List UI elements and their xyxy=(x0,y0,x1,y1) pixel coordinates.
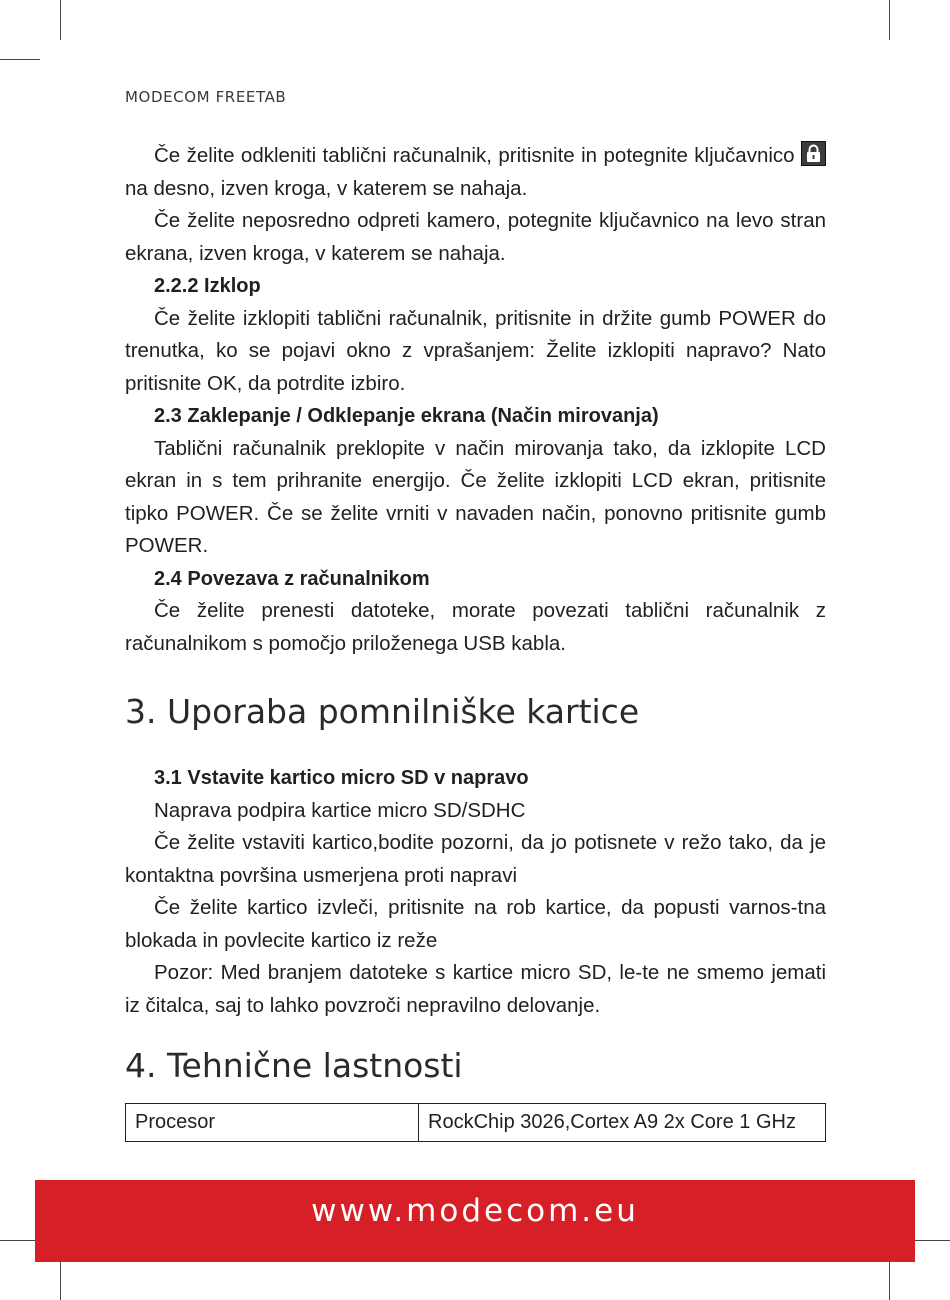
footer-url: www.modecom.eu xyxy=(311,1193,639,1229)
heading-section-3: 3. Uporaba pomnilniške kartice xyxy=(125,692,640,731)
crop-mark-top-right xyxy=(889,0,890,40)
header-brand: MODECOM FREETAB xyxy=(125,88,287,106)
paragraph-camera: Če želite neposredno odpreti kamero, potegnite ključavnico na levo stran ekrana, izven kroga, v katerem se nahaja. xyxy=(125,209,826,265)
paragraph-text: Če želite odkleniti tablični računalnik, pritisnite in potegnite ključavnico xyxy=(154,144,801,167)
crop-mark-bottom-right xyxy=(889,1262,890,1300)
paragraph-unlock xyxy=(125,140,826,205)
crop-mark-left-top xyxy=(0,59,40,60)
crop-mark-bottom-left xyxy=(60,1262,61,1300)
heading-2-2-2: 2.2.2 Izklop xyxy=(154,275,261,297)
paragraph-sd-insert: Če želite vstaviti kartico,bodite pozorni, da jo potisnete v režo tako, da je kontaktna površina usmerjena proti napravi xyxy=(125,831,826,887)
paragraph-sd-warning: Pozor: Med branjem datoteke s kartice micro SD, le-te ne smemo jemati iz čitalca, saj to lahko povzroči nepravilno delovanje. xyxy=(125,961,826,1017)
paragraph-text: na desno, izven kroga, v katerem se nahaja. xyxy=(125,176,528,200)
paragraph-sleep-mode: Tablični računalnik preklopite v način mirovanja tako, da izklopite LCD ekran in s tem prihranite energijo. Če želite izklopiti LCD ekran, pritisnite tipko POWER. Če se želite vrniti v navaden način, ponovno pritisnite gumb POWER. xyxy=(125,436,826,557)
lock-icon xyxy=(801,141,826,166)
crop-mark-top-left xyxy=(60,0,61,40)
crop-mark-right-bottom xyxy=(910,1240,950,1241)
heading-2-4: 2.4 Povezava z računalnikom xyxy=(154,567,430,590)
paragraph-power-off: Če želite izklopiti tablični računalnik, pritisnite in držite gumb POWER do trenutka, ko se pojavi okno z vprašanjem: Želite izklopiti napravo? Nato pritisnite OK, da potrdite izbiro. xyxy=(125,306,826,395)
footer-band xyxy=(35,1180,915,1262)
table-cell-label: Procesor xyxy=(126,1104,419,1142)
paragraph-computer-connection: Če želite prenesti datoteke, morate povezati tablični računalnik z računalnikom s pomočjo priloženega USB kabla. xyxy=(125,599,826,655)
crop-mark-left-bottom xyxy=(0,1240,40,1241)
heading-section-4: 4. Tehnične lastnosti xyxy=(125,1046,463,1085)
paragraph-sd-remove: Če želite kartico izvleči, pritisnite na rob kartice, da popusti varnos-tna blokada in povlecite kartico iz reže xyxy=(125,896,826,952)
table-cell-value: RockChip 3026,Cortex A9 2x Core 1 GHz xyxy=(419,1104,826,1142)
table-row xyxy=(126,1104,826,1142)
spec-table xyxy=(125,1103,826,1142)
page-content xyxy=(125,140,826,1086)
heading-3-1: 3.1 Vstavite kartico micro SD v napravo xyxy=(154,767,529,789)
paragraph-sd-support: Naprava podpira kartice micro SD/SDHC xyxy=(154,798,526,822)
heading-2-3: 2.3 Zaklepanje / Odklepanje ekrana (Način mirovanja) xyxy=(154,405,659,427)
